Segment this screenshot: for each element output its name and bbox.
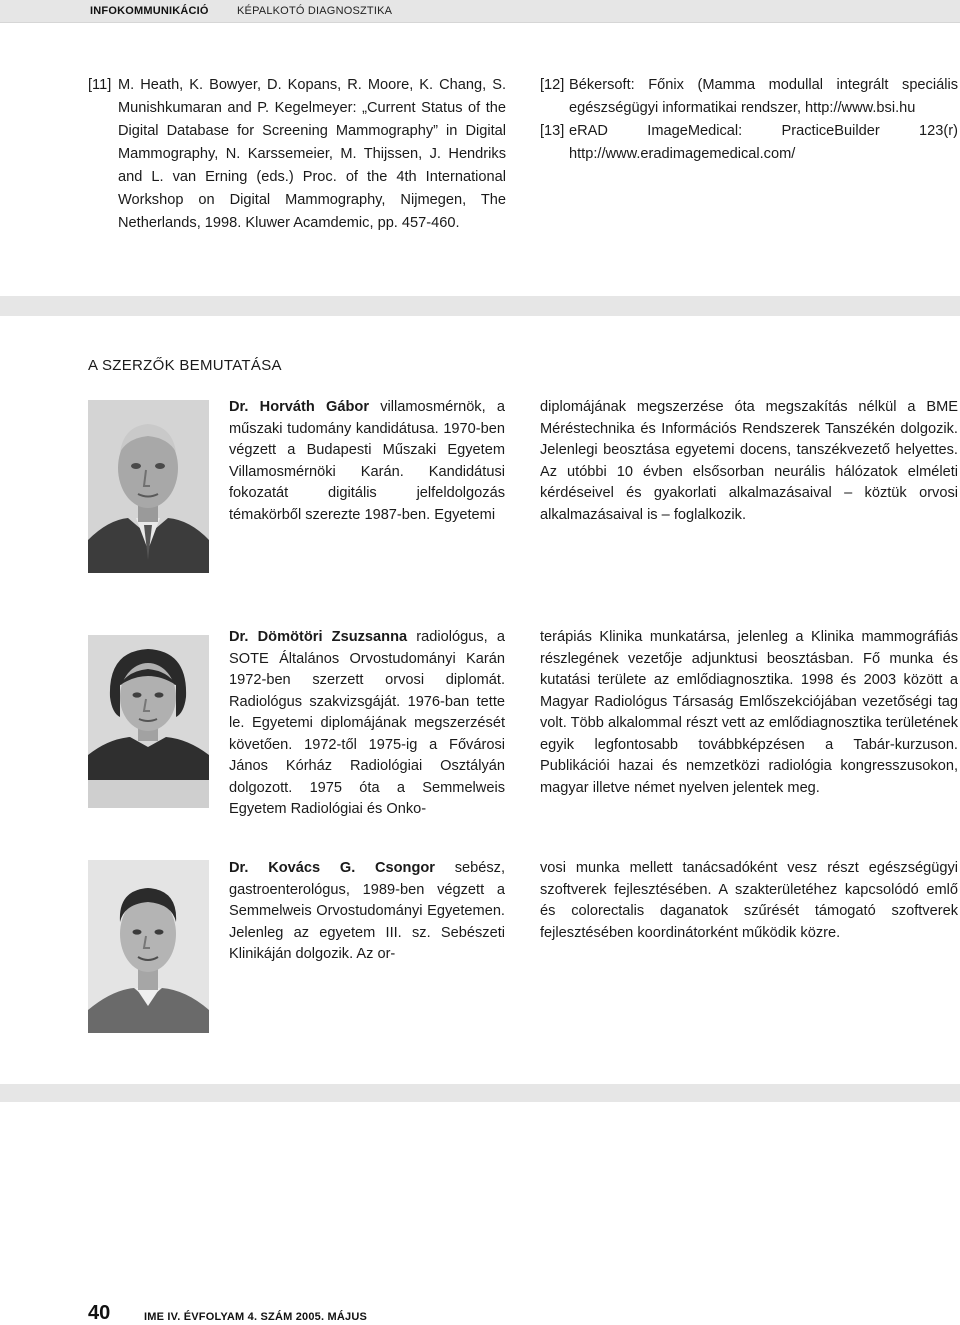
reference-number: [12] (540, 77, 565, 93)
section-title: A SZERZŐK BEMUTATÁSA (88, 357, 282, 374)
author-bio-right: terápiás Klinika munkatársa, jelenleg a Klinika mammográfiás részlegének vezetője adjunktusi beosztásban. Fő munka és kutatási területe az emlődiagnosztika. 1998 és 2003 között a Magyar Radiológus Társaság Emlőszekciójában vezetőségi tag volt. Több alkalommal részt vett az emlődiagnosztika területének egyik legfontosabb továbbképzésen a Tabár-kurzuson. Publikációi hazai és nemzetközi radiológia kongresszusokon, magyar illetve német nyelven jelentek meg. (540, 629, 958, 796)
reference-12 (540, 74, 958, 120)
footer-divider (0, 1084, 960, 1102)
page-number: 40 (88, 1302, 111, 1324)
journal-issue: IME IV. ÉVFOLYAM 4. SZÁM 2005. MÁJUS (144, 1311, 367, 1323)
author-bio-left (229, 627, 505, 821)
section-divider (0, 296, 960, 316)
author-name: Dr. Kovács G. Csongor (229, 860, 435, 876)
running-header (0, 0, 960, 23)
header-section: INFOKOMMUNIKÁCIÓ (90, 5, 209, 17)
author-bio-text: radiológus, a SOTE Általános Orvostudományi Karán 1972-ben szerzett orvosi diplomát. Radiológus szakvizsgáját. 1976-ban tette le. Egyetemi diplomájának megszerzését követően. 1972-től 1975-ig a Fővárosi János Kórház Radiológiai Osztályán dolgozott. 1975 óta a Semmelweis Egyetem Radiológiai és Onko- (229, 629, 505, 817)
author-photo-kovacs (88, 860, 209, 1033)
reference-text: Békersoft: Főnix (Mamma modullal integrált speciális egészségügyi informatikai rendszer, http://www.bsi.hu (569, 77, 958, 116)
author-bio-left (229, 858, 505, 966)
author-photo-domotori (88, 635, 209, 808)
author-bio-right: vosi munka mellett tanácsadóként vesz részt egészségügyi szoftverek fejlesztésében. A szakterületéhez kapcsolódó emlő és colorectalis daganatok szűrését támogató szoftverek fejlesztésében koordinátorként működik közre. (540, 860, 958, 941)
reference-13 (540, 120, 958, 166)
author-bio-left (229, 397, 505, 526)
reference-text: eRAD ImageMedical: PracticeBuilder 123(r) http://www.eradimagemedical.com/ (569, 123, 958, 162)
author-photo-horvath (88, 400, 209, 573)
author-bio-text: villamosmérnök, a műszaki tudomány kandidátusa. 1970-ben végzett a Budapesti Műszaki Egyetem Villamosmérnöki Karán. Kandidátusi fokozatát digitális jelfeldolgozás témakörből szerezte 1987-ben. Egyetemi (229, 399, 505, 523)
author-name: Dr. Horváth Gábor (229, 399, 370, 415)
reference-11 (88, 74, 506, 235)
reference-number: [13] (540, 123, 565, 139)
author-bio-text: sebész, gastroenterológus, 1989-ben végzett a Semmelweis Orvostudományi Egyetemen. Jelenleg az egyetem III. sz. Sebészeti Klinikáján dolgozik. Az or- (229, 860, 505, 962)
author-name: Dr. Dömötöri Zsuzsanna (229, 629, 408, 645)
reference-number: [11] (88, 77, 112, 93)
reference-text: M. Heath, K. Bowyer, D. Kopans, R. Moore, K. Chang, S. Munishkumaran and P. Kegelmeyer: „Current Status of the Digital Database for Screening Mammography” in Digital Mammography, N. Karssemeier, M. Thijssen, J. Hendriks and L. van Erning (eds.) Proc. of the 4th International Workshop on Digital Mammography, Nijmegen, The Netherlands, 1998. Kluwer Acamdemic, pp. 457-460. (118, 77, 506, 231)
header-subsection: KÉPALKOTÓ DIAGNOSZTIKA (237, 5, 393, 17)
author-bio-right: diplomájának megszerzése óta megszakítás nélkül a BME Méréstechnika és Információs Rendszerek Tanszékén dolgozik. Jelenlegi beosztása egyetemi docens, tanszékvezető helyettes. Az utóbbi 10 évben elsősorban neurális hálózatok elméleti kérdéseivel és gyakorlati alkalmazásaival – köztük orvosi alkalmazásaival is – foglalkozik. (540, 399, 958, 523)
